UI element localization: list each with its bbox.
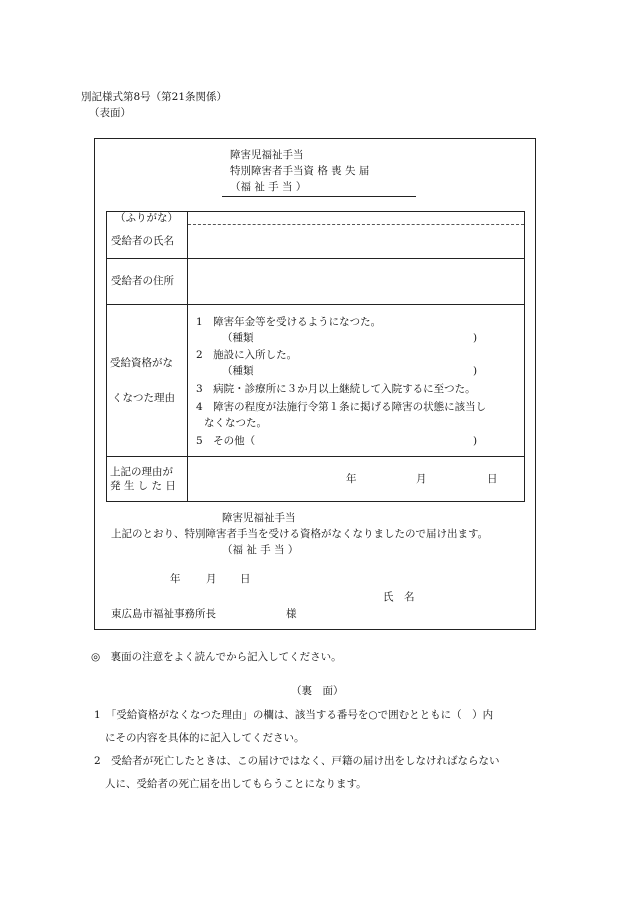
reason-5[interactable]: 5 その他（	[196, 435, 256, 447]
name-field[interactable]	[189, 226, 524, 257]
declaration-line-2: 上記のとおり、特別障害者手当を受ける資格がなくなりましたので届け出ます。	[111, 528, 489, 540]
name-label: 受給者の氏名	[111, 235, 174, 247]
reason-label-2: くなつた理由	[112, 392, 175, 404]
declaration-line-3: （福 祉 手 当 ）	[222, 544, 299, 556]
reason-label-1: 受給資格がな	[110, 357, 173, 369]
addressee: 東広島市福祉事務所長	[111, 608, 216, 620]
date-label-2: 発 生 し た 日	[110, 480, 176, 492]
address-label: 受給者の住所	[111, 275, 174, 287]
filing-month-unit: 月	[206, 573, 217, 585]
applicant-name-label: 氏 名	[383, 591, 415, 603]
front-side-label: （表面）	[89, 107, 131, 119]
furigana-label: （ふりがな）	[115, 212, 178, 224]
row-divider-3	[106, 456, 525, 457]
back-item-2-line-2: 人に、受給者の死亡届を出してもらうことになります。	[105, 778, 367, 790]
table-column-divider	[187, 211, 188, 502]
reason-4-cont: なくなつた。	[204, 417, 267, 429]
reason-3[interactable]: 3 病院・診療所に３か月以上継続して入院するに至つた。	[196, 383, 476, 395]
date-month-unit: 月	[416, 473, 427, 485]
reason-1-type: （種類	[222, 332, 254, 344]
back-item-2-line-1: 2 受給者が死亡したときは、この届けではなく、戸籍の届け出をしなければならない	[94, 755, 500, 767]
date-label-1: 上記の理由が	[110, 466, 173, 478]
reason-1[interactable]: 1 障害年金等を受けるようになつた。	[196, 316, 382, 328]
row-divider-2	[106, 304, 525, 305]
back-item-1-line-1: 1 「受給資格がなくなつた理由」の欄は、該当する番号を○で囲むとともに（ ）内	[94, 709, 494, 721]
title-underline	[222, 196, 416, 197]
title-line-3: （福 祉 手 当 ）	[230, 181, 307, 193]
title-line-1: 障害児福祉手当	[230, 149, 304, 161]
row-divider-1	[106, 258, 525, 259]
declaration-line-1: 障害児福祉手当	[222, 512, 296, 524]
reason-2-type-close: )	[473, 365, 478, 377]
reason-2-type: （種類	[222, 365, 254, 377]
reason-1-type-close: )	[473, 332, 478, 344]
date-year-unit: 年	[346, 473, 357, 485]
furigana-divider	[188, 224, 524, 225]
reason-5-close: )	[473, 435, 478, 447]
address-field[interactable]	[189, 260, 524, 303]
title-line-2: 特別障害者手当資 格 喪 失 届	[230, 165, 370, 177]
filing-year-unit: 年	[170, 573, 181, 585]
back-item-1-line-2: にその内容を具体的に記入してください。	[105, 732, 305, 744]
reason-2[interactable]: 2 施設に入所した。	[196, 349, 298, 361]
reason-4[interactable]: 4 障害の程度が法施行令第１条に掲げる障害の状態に該当し	[196, 401, 487, 413]
filing-day-unit: 日	[240, 573, 251, 585]
form-number: 別記様式第8号（第21条関係）	[81, 91, 228, 103]
furigana-field[interactable]	[189, 212, 524, 223]
date-day-unit: 日	[487, 473, 498, 485]
notice: ◎ 裏面の注意をよく読んでから記入してください。	[91, 651, 342, 663]
addressee-honorific: 様	[286, 608, 297, 620]
back-side-heading: （裏 面）	[291, 685, 344, 697]
